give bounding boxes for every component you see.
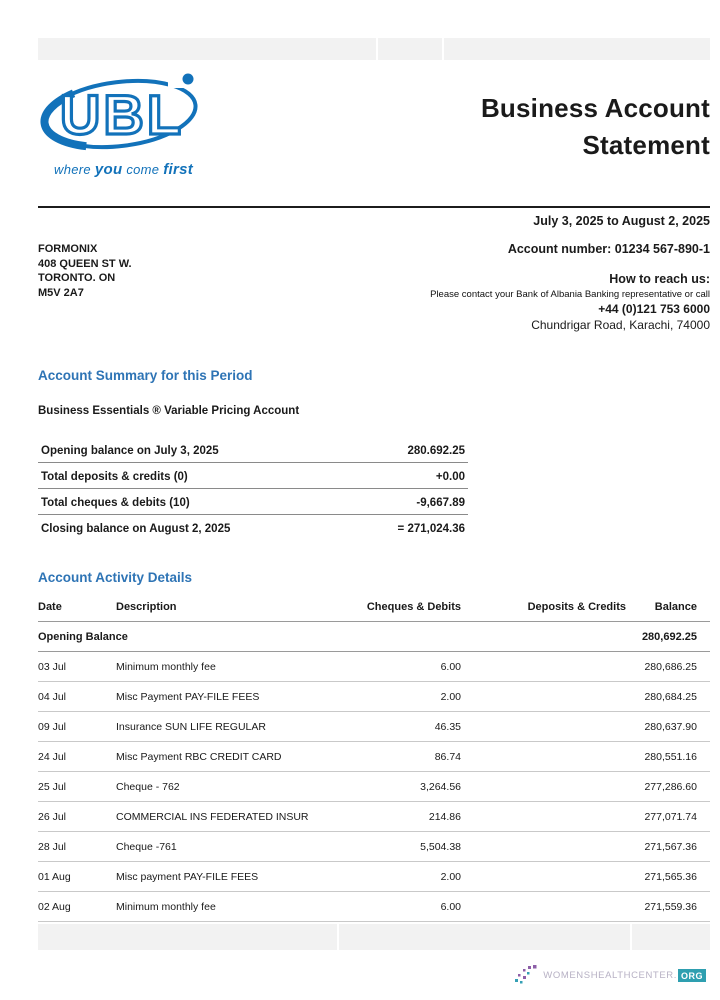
tagline-word: you [94,161,123,178]
summary-section-heading: Account Summary for this Period [38,368,253,383]
contact-phone: +44 (0)121 753 6000 [598,302,710,316]
cell-debit: 6.00 [341,892,461,922]
cell-balance: 277,286.60 [626,772,710,802]
cell-date: 09 Jul [38,712,116,742]
cell-description: COMMERCIAL INS FEDERATED INSUR [116,802,341,832]
brand-tagline [54,161,268,178]
summary-label: Opening balance on July 3, 2025 [41,445,219,457]
product-name: Business Essentials ® Variable Pricing Account [38,405,300,417]
cell-date: 24 Jul [38,742,116,772]
cell-balance: 271,559.36 [626,892,710,922]
header-divider [38,206,710,208]
cell-date: 26 Jul [38,802,116,832]
logo-letters: UBL [59,83,185,146]
column-header-description: Description [116,597,341,622]
cell-date: 25 Jul [38,772,116,802]
cell-balance: 277,071.74 [626,802,710,832]
cell-debit: 2.00 [341,682,461,712]
watermark-org-badge: ORG [678,969,706,982]
transaction-row [38,862,710,892]
cell-date: 03 Jul [38,652,116,682]
cell-debit: 3,264.56 [341,772,461,802]
cell-balance: 280,637.90 [626,712,710,742]
orbit-dot-icon [183,74,194,85]
top-shaded-bar [38,38,710,60]
shaded-cell [38,924,337,950]
transaction-row [38,652,710,682]
shaded-cell [339,924,630,950]
column-header-balance: Balance [626,597,710,622]
cell-description: Misc Payment RBC CREDIT CARD [116,742,341,772]
bottom-shaded-bar [38,924,710,950]
cell-credit [461,682,626,712]
cell-credit [461,892,626,922]
transaction-row [38,682,710,712]
account-number: Account number: 01234 567-890-1 [507,242,710,256]
cell-description: Cheque -761 [116,832,341,862]
cell-date: 02 Aug [38,892,116,922]
tagline-word: come [126,162,160,177]
title-line-2: Statement [582,130,710,160]
opening-balance-row [38,622,710,652]
summary-label: Total deposits & credits (0) [41,471,188,483]
cell-debit: 5,504.38 [341,832,461,862]
tagline-word: first [163,161,194,178]
shaded-cell [632,924,710,950]
ubl-logo-icon [38,70,210,154]
cell-description: Misc payment PAY-FILE FEES [116,862,341,892]
activity-table [38,597,710,922]
bank-logo [38,70,268,198]
statement-period: July 3, 2025 to August 2, 2025 [533,214,710,228]
site-watermark [514,964,706,986]
cell-description: Minimum monthly fee [116,652,341,682]
contact-note: Please contact your Bank of Albania Banking representative or call [430,289,710,300]
cell-description: Insurance SUN LIFE REGULAR [116,712,341,742]
dots-swirl-icon [514,964,540,986]
header [38,70,710,198]
account-info-row [38,242,710,332]
column-header-credits: Deposits & Credits [461,597,626,622]
transaction-row [38,892,710,922]
shaded-cell [444,38,710,60]
cell-debit [341,622,461,652]
contact-block [430,242,710,332]
cell-credit [461,802,626,832]
cell-description: Minimum monthly fee [116,892,341,922]
summary-value: = 271,024.36 [397,523,465,535]
cell-debit: 214.86 [341,802,461,832]
transaction-row [38,742,710,772]
summary-value: 280.692.25 [407,445,465,457]
summary-row [38,463,468,489]
activity-section-heading: Account Activity Details [38,570,193,585]
opening-balance-value: 280,692.25 [626,622,710,652]
cell-debit: 46.35 [341,712,461,742]
opening-balance-label: Opening Balance [38,622,341,652]
statement-page [38,0,710,950]
cell-balance: 280,686.25 [626,652,710,682]
summary-label: Closing balance on August 2, 2025 [41,523,231,535]
summary-label: Total cheques & debits (10) [41,497,190,509]
cell-debit: 86.74 [341,742,461,772]
recipient-postal-code: M5V 2A7 [38,286,84,299]
cell-description: Misc Payment PAY-FILE FEES [116,682,341,712]
document-title [481,70,710,198]
column-header-date: Date [38,597,116,622]
cell-balance: 271,565.36 [626,862,710,892]
activity-header-row [38,597,710,622]
cell-credit [461,862,626,892]
shaded-cell [378,38,442,60]
cell-date: 28 Jul [38,832,116,862]
cell-credit [461,712,626,742]
contact-address: Chundrigar Road, Karachi, 74000 [531,318,710,332]
recipient-name: FORMONIX [38,243,98,255]
summary-value: +0.00 [435,471,465,483]
cell-credit [461,742,626,772]
recipient-address-line: 408 QUEEN ST W. [38,257,132,270]
title-line-1: Business Account [480,93,710,123]
recipient-address-line: TORONTO. ON [38,272,116,284]
cell-credit [461,622,626,652]
summary-row [38,489,468,515]
recipient-address-block [38,242,132,332]
account-summary-table [38,437,468,540]
cell-date: 01 Aug [38,862,116,892]
cell-credit [461,772,626,802]
shaded-cell [38,38,376,60]
cell-balance: 280,551.16 [626,742,710,772]
summary-value: -9,667.89 [416,497,465,509]
transaction-row [38,772,710,802]
cell-debit: 2.00 [341,862,461,892]
column-header-debits: Cheques & Debits [341,597,461,622]
cell-date: 04 Jul [38,682,116,712]
cell-debit: 6.00 [341,652,461,682]
activity-rows [38,652,710,922]
tagline-word: where [54,162,91,177]
summary-row [38,515,468,540]
how-to-reach-heading: How to reach us: [609,272,710,286]
cell-credit [461,832,626,862]
transaction-row [38,832,710,862]
cell-balance: 280,684.25 [626,682,710,712]
summary-row [38,437,468,463]
cell-balance: 271,567.36 [626,832,710,862]
watermark-text: WOMENSHEALTHCENTER. [543,969,677,981]
cell-description: Cheque - 762 [116,772,341,802]
transaction-row [38,712,710,742]
cell-credit [461,652,626,682]
transaction-row [38,802,710,832]
